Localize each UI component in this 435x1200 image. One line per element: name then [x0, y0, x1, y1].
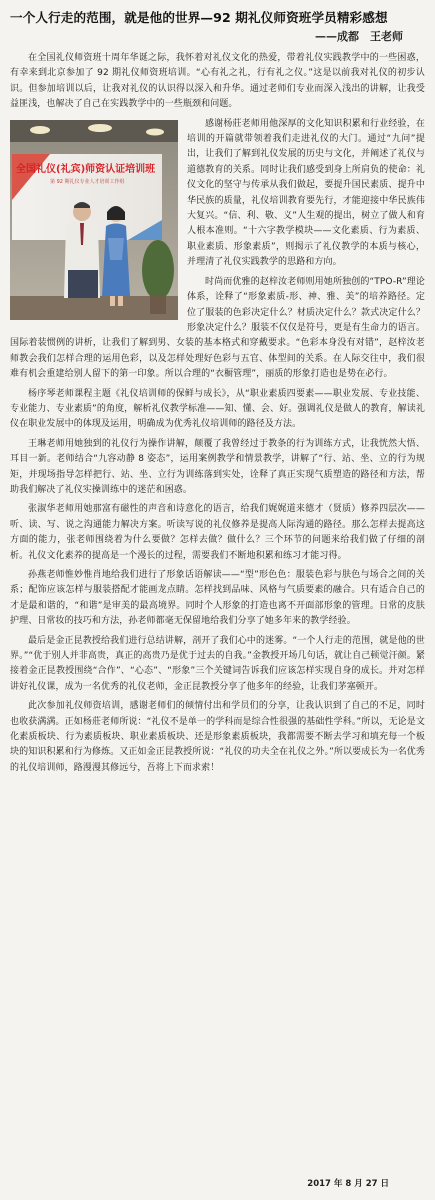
photo-illustration: [10, 120, 178, 320]
paragraph-3: 时尚而优雅的赵梓汝老师则用她所独创的“TPO-R”理论体系，诠释了“形象素质-形、神、雅、美”的培养路径。定位了服装的色彩决定什么？材质决定什么？款式决定什么？形象决定什么？服装不仅仅是符号，更是有生命力的语言。国际着装惯例的讲析，让我们了解到男、女装的基本格式和穿戴要求。“色彩本身没有对错”，赵梓汝老师教会我们怎样合理的运用色彩，以及怎样处理好色彩与五官、体型间的关系。在人际交往中，我们很难有机会重建给别人留下的第一印象。所以合理的“衣橱管理”，丽质的形象打造也是势在必行。: [10, 276, 425, 380]
paragraph-5: 王琳老师用她独到的礼仪行为操作讲解，颠覆了我曾经过于教条的行为训练方式，让我恍然大悟、耳目一新。老师结合“九容动静 8 姿态”，运用案例教学和情景教学，讲解了“行、站、坐、立的行为规矩，并现场指导怎样把行、站、坐、立行为训练落到实处，诠释了真正实现气质塑造的路径和方法，帮助我们解决了礼仪实操训练中的迷茫和困惑。: [10, 438, 425, 495]
article-date: 2017 年 8 月 27 日: [307, 1179, 389, 1189]
paragraph-4: 杨序琴老师课程主题《礼仪培训师的保鲜与成长》，从“职业素质四要素——职业发展、专业技能、专业能力、专业素质”的角度，解析礼仪教学标准——知、懂、会、好。强调礼仪是做人的教育，解读礼仪在职业发展中的体现及运用，明确成为优秀礼仪培训师的路径及方法。: [10, 388, 425, 430]
article-title: 一个人行走的范围，就是他的世界—92 期礼仪师资班学员精彩感想: [10, 10, 388, 25]
article-body: [10, 51, 425, 776]
paragraph-7: 孙燕老师惟妙惟肖地给我们进行了形象话语解读——“型”形色色：服装色彩与肤色与场合之间的关系；配饰应该怎样与服装搭配才能画龙点睛。怎样找到品味、风格与气质要素的融合。只有适合自己的才是最和谐的，“和谐”是审美的最高境界。同时个人形象的打造也离不开面部形象的管理。日常的皮肤护理、日常妆的技巧和方法，孙老师都毫无保留地给我们分享了她多年来的教学经验。: [10, 570, 425, 627]
paragraph-2: 感谢杨莊老师用他深厚的文化知识积累和行业经验，在培训的开篇就带领着我们走进礼仪的大门。通过“九问”提出，让我们了解到礼仪发展的历史与文化，并阐述了礼仪与道德教育的关系。同时让我们感受到身上所肩负的使命：礼仪文化的坚守与传承从我们做起，要提升国民素质、提升中华民族的质量，礼仪培训教育要先行，才能迎接中华民族伟大复兴。“信、利、敬、义”人生观的提出，树立了做人和育人根本准则。“十六字教学模块——文化素质、行为素质、职业素质、形象素质”，则揭示了礼仪教学的本质与核心，并理清了礼仪实践教学的思路和方向。: [187, 118, 425, 268]
article-byline: ——成都 王老师: [315, 30, 403, 43]
paragraph-1: 在全国礼仪师资班十周年华诞之际，我怀着对礼仪文化的热爱，带着礼仪实践教学中的一些困惑，有幸来到北京参加了 92 期礼仪师资班培训。“心有礼之礼，行有礼之仪。”这是以前我对礼仪的初步认识。但参加培训以后，让我对礼仪的认识得以深入和升华。通过老师们专业而深入浅出的讲解，让我受益匪浅，也解决了自己在实践教学中的一些瓶颈和问题。: [10, 53, 425, 110]
group-photo: [10, 120, 178, 320]
paragraph-8: 最后是金正昆教授给我们进行总结讲解，剖开了我们心中的迷雾。“一个人行走的范围，就是他的世界。”“优于别人并非高贵，真正的高贵乃是优于过去的自我。”金教授开场几句话，就让自己顿觉汗颜。紧接着金正昆教授围绕“合作”、“心态”、“形象”三个关键词告诉我们应该怎样实现自身的成长。并对怎样讲好礼仪课，成为一名优秀的礼仪老师，金正昆教授分享了他多年的经验，让我们茅塞顿开。: [10, 635, 425, 692]
banner-sub-text: 第 92 期礼仪专业人才培训工作组: [50, 178, 125, 185]
banner-main-text: 全国礼仪(礼宾)师资认证培训班: [16, 163, 156, 175]
paragraph-6: 张淑华老师用她那富有磁性的声音和诗意化的语言，给我们娓娓道来德才（贤质）修养四层次——听、读、写、说之沟通能力解决方案。听读写说的礼仪修养是提高人际沟通的路径。那么怎样去提高这方面的能力，张老师围绕着为什么要做？怎样去做？做什么？三个环节的问题来给我们做了仔细的剖析。礼仪文化素养的提高是一个漫长的过程，需要我们不断地积累和练习才能习得。: [10, 504, 425, 561]
paragraph-9: 此次参加礼仪师资培训，感谢老师们的倾情付出和学员们的分享，让我认识到了自己的不足，同时也收获满满。正如杨莊老师所说：“礼仪不是单一的学科而是综合性很强的基础性学科。”所以，无论是文化素质板块、行为素质板块、职业素质板块、还是形象素质板块，我都需要不断去学习和填充每一个板块的知识积累和行为修炼。又正如金正昆教授所说：“礼仪的功夫全在礼仪之外。”所以要成长为一名优秀的礼仪培训师，路漫漫其修远兮，吾将上下而求索！: [10, 701, 425, 773]
